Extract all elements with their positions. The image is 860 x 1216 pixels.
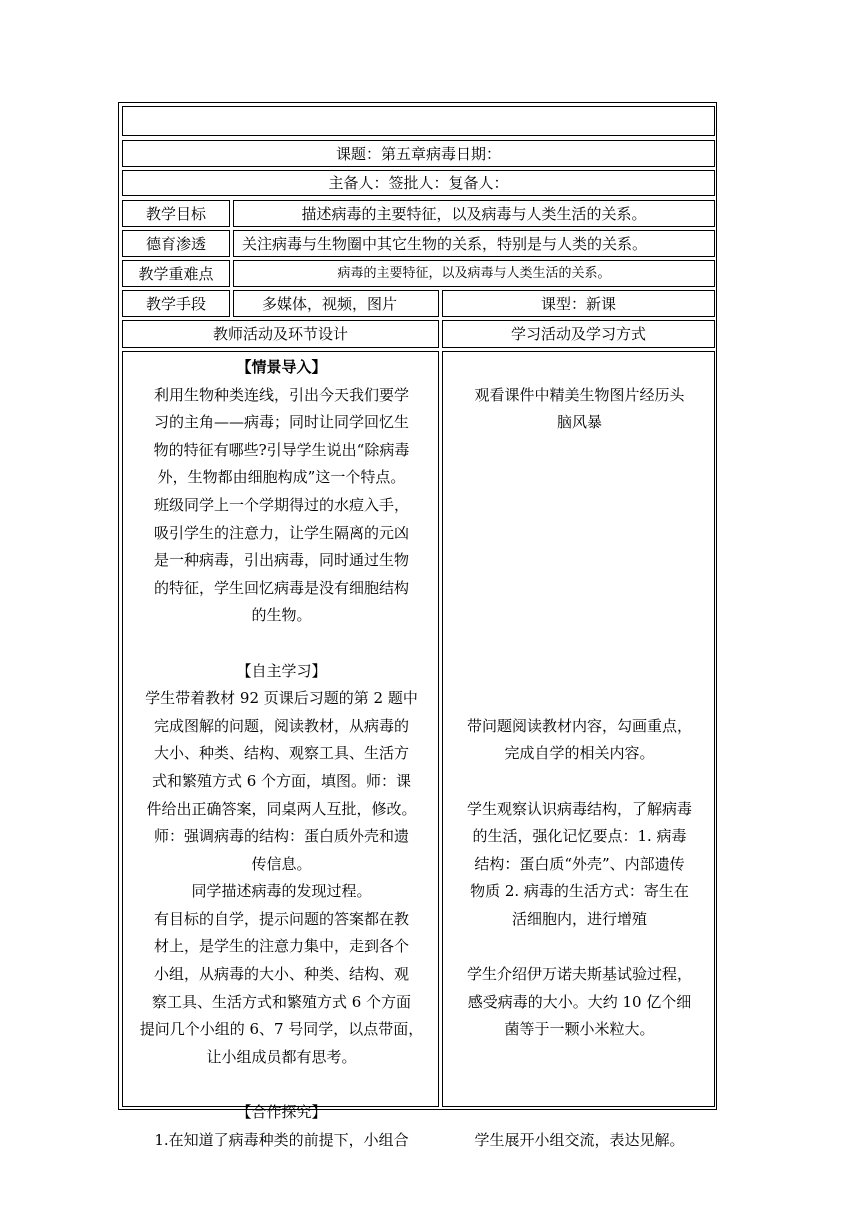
topic-row xyxy=(122,140,715,167)
objective-value-cell xyxy=(233,200,715,227)
means-value: 多媒体，视频，图片 xyxy=(262,294,398,313)
teacher-text-line: 【合作探究】 xyxy=(236,1103,327,1122)
student-text-line xyxy=(453,1099,706,1127)
lesson-type-cell xyxy=(442,290,715,317)
teacher-text-line xyxy=(133,1071,430,1099)
student-activity-cell xyxy=(442,351,715,1149)
teacher-text-line: 提问几个小组的 6、7 号同学，以点带面， xyxy=(139,1020,424,1039)
student-text-line xyxy=(453,437,706,465)
teacher-text-line: 完成图解的问题，阅读教材，从病毒的 xyxy=(153,716,409,735)
people-row xyxy=(122,170,715,196)
student-text-line: 活细胞内，进行增殖 xyxy=(511,909,647,928)
teacher-text-line: 利用生物种类连线，引出今天我们要学 xyxy=(153,385,409,404)
student-column-title: 学习活动及学习方式 xyxy=(510,325,646,343)
teacher-text-line xyxy=(133,630,430,658)
moral-label: 德育渗透 xyxy=(145,234,206,253)
student-activity-text xyxy=(443,352,714,1154)
student-text-line xyxy=(453,1071,706,1099)
teacher-text-line: 物的特征有哪些?引导学生说出“除病毒 xyxy=(153,440,410,459)
means-label-cell xyxy=(122,290,230,317)
student-text-line xyxy=(453,547,706,575)
student-text-line: 的生活，强化记忆要点：1. 病毒 xyxy=(472,827,687,846)
lesson-type: 课型：新课 xyxy=(540,294,616,313)
teacher-text-line: 班级同学上一个学期得过的水痘入手， xyxy=(153,495,409,514)
teacher-text-line: 是一种病毒，引出病毒，同时通过生物 xyxy=(153,551,409,570)
student-text-line xyxy=(453,354,706,382)
difficulty-value: 病毒的主要特征，以及病毒与人类生活的关系。 xyxy=(337,265,611,281)
student-text-line xyxy=(453,933,706,961)
student-text-line xyxy=(453,1044,706,1072)
teacher-column-title: 教师活动及环节设计 xyxy=(212,325,348,343)
teacher-column-header xyxy=(122,320,439,348)
teacher-text-line: 小组，从病毒的大小、种类、结构、观 xyxy=(153,965,409,984)
lesson-plan-table xyxy=(118,102,717,1149)
student-text-line xyxy=(453,520,706,548)
topic-line: 课题：第五章病毒日期： xyxy=(335,144,501,163)
student-text-line xyxy=(453,602,706,630)
difficulty-label-cell xyxy=(122,260,230,287)
student-text-line: 学生展开小组交流，表达见解。 xyxy=(474,1130,685,1149)
teacher-text-line: 同学描述病毒的发现过程。 xyxy=(191,882,372,901)
student-text-line: 完成自学的相关内容。 xyxy=(504,744,655,763)
teacher-text-line: 传信息。 xyxy=(251,854,312,873)
student-column-header xyxy=(442,320,715,348)
student-text-line: 结构：蛋白质“外壳”、内部遗传 xyxy=(474,854,685,873)
teacher-text-line: 大小、种类、结构、观察工具、生活方 xyxy=(153,744,409,763)
teacher-text-line: 的生物。 xyxy=(251,606,312,625)
student-text-line xyxy=(453,630,706,658)
student-text-line xyxy=(453,768,706,796)
moral-value: 关注病毒与生物圈中其它生物的关系，特别是与人类的关系。 xyxy=(242,234,648,253)
teacher-text-line: 【自主学习】 xyxy=(236,661,327,680)
difficulty-label: 教学重难点 xyxy=(138,264,214,283)
student-text-line xyxy=(453,685,706,713)
teacher-text-line: 察工具、生活方式和繁殖方式 6 个方面 xyxy=(151,992,412,1011)
teacher-text-line: 学生带着教材 92 页课后习题的第 2 题中 xyxy=(145,689,418,708)
student-text-line: 观看课件中精美生物图片经历头 xyxy=(474,385,685,404)
student-text-line: 学生观察认识病毒结构，了解病毒 xyxy=(466,799,692,818)
teacher-text-line: 材上，是学生的注意力集中，走到各个 xyxy=(153,937,409,956)
teacher-text-line: 师：强调病毒的结构：蛋白质外壳和遗 xyxy=(153,827,409,846)
moral-label-cell xyxy=(122,230,230,257)
people-line: 主备人：签批人：复备人： xyxy=(328,174,509,192)
teacher-text-line: 习的主角——病毒；同时让同学回忆生 xyxy=(153,413,409,432)
teacher-text-line: 件给出正确答案，同桌两人互批，修改。 xyxy=(146,799,417,818)
teacher-text-line: 外，生物都由细胞构成”这一个特点。 xyxy=(157,468,406,487)
moral-value-cell xyxy=(233,230,715,257)
student-text-line: 菌等于一颗小米粒大。 xyxy=(504,1020,655,1039)
student-text-line: 学生介绍伊万诺夫斯基试验过程， xyxy=(466,965,692,984)
student-text-line: 感受病毒的大小。大约 10 亿个细 xyxy=(467,992,692,1011)
objective-label-cell xyxy=(122,200,230,227)
teacher-text-line: 的特征，学生回忆病毒是没有细胞结构 xyxy=(153,578,409,597)
teacher-text-line: 让小组成员都有思考。 xyxy=(206,1047,357,1066)
teacher-text-line: 吸引学生的注意力，让学生隔离的元凶 xyxy=(153,523,409,542)
teacher-activity-cell xyxy=(122,351,439,1149)
student-text-line xyxy=(453,464,706,492)
means-label: 教学手段 xyxy=(145,294,206,313)
objective-value: 描述病毒的主要特征，以及病毒与人类生活的关系。 xyxy=(301,204,647,223)
teacher-text-line: 有目标的自学，提示问题的答案都在教 xyxy=(153,909,409,928)
means-value-cell xyxy=(233,290,439,317)
student-text-line: 物质 2. 病毒的生活方式：寄生在 xyxy=(470,882,689,901)
teacher-text-line: 【情景导入】 xyxy=(236,358,327,376)
objective-label: 教学目标 xyxy=(145,204,206,223)
student-text-line xyxy=(453,492,706,520)
difficulty-value-cell xyxy=(233,260,715,287)
student-text-line xyxy=(453,575,706,603)
student-text-line: 带问题阅读教材内容，勾画重点， xyxy=(466,716,692,735)
teacher-activity-text xyxy=(123,352,438,1154)
student-text-line xyxy=(453,658,706,686)
teacher-text-line: 1.在知道了病毒种类的前提下，小组合 xyxy=(154,1130,409,1149)
student-text-line: 脑风暴 xyxy=(556,413,602,432)
teacher-text-line: 式和繁殖方式 6 个方面，填图。师：课 xyxy=(151,771,412,790)
title-row xyxy=(122,106,715,136)
